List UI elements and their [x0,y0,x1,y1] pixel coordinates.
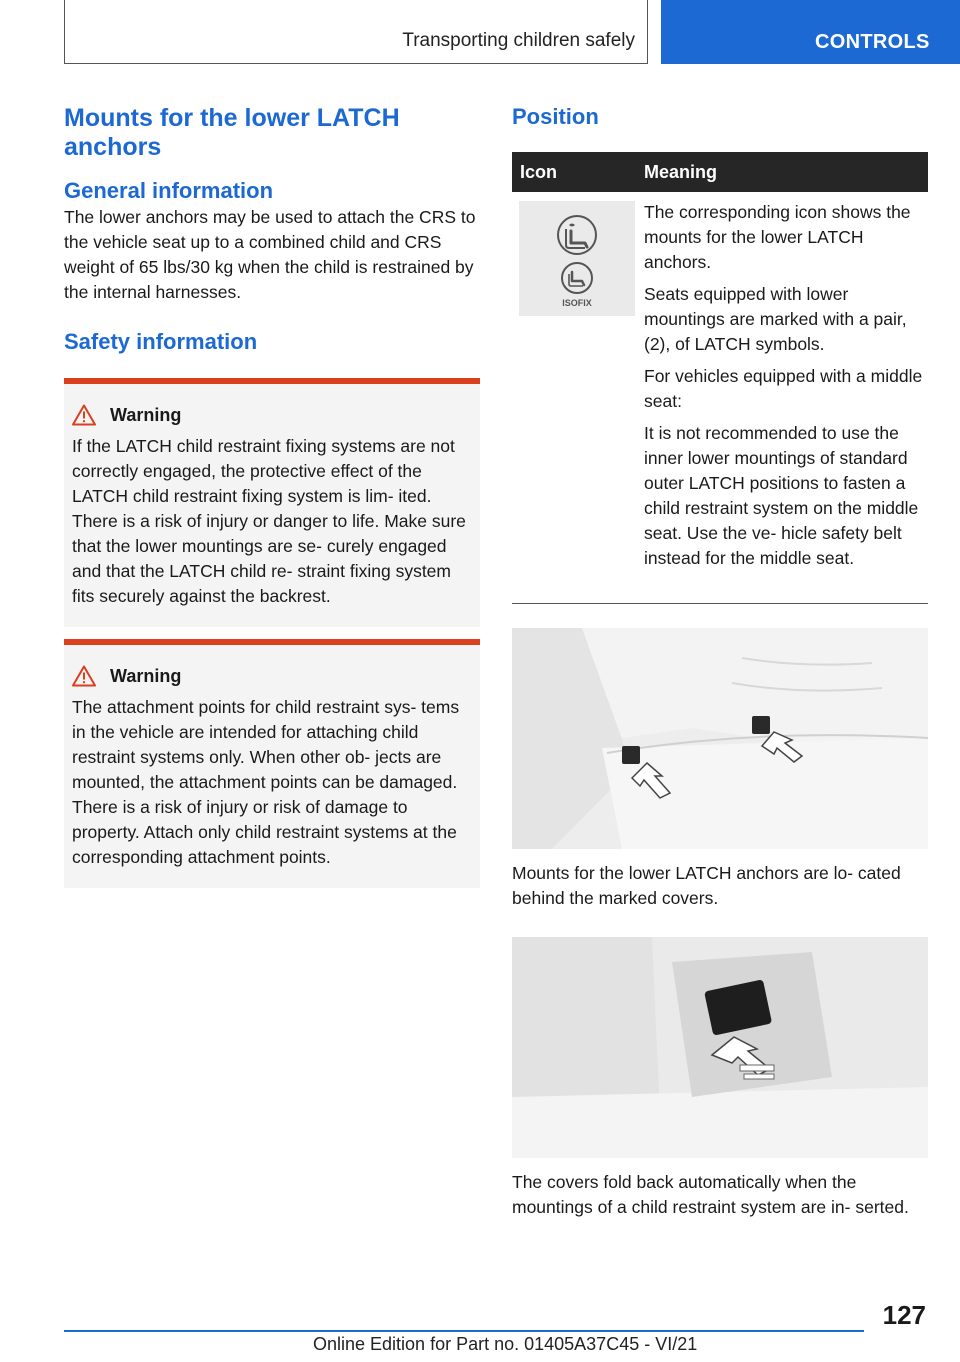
isofix-label: ISOFIX [562,298,592,308]
warning-text: The attachment points for child restraint sys‐ tems in the vehicle are intended for attaching child restraint systems only. When other ob‐ jects are mounted, the attachment points can be damaged. There is a risk of injury or risk of damage to property. Attach only child restraint systems at the corresponding attachment points. [72,697,460,867]
header-chapter-label: CONTROLS [815,31,930,53]
warning-title-row [72,665,472,687]
general-information-text: The lower anchors may be used to attach the CRS to the vehicle seat up to a combined child and CRS weight of 65 lbs/30 kg when the child is restrained by the internal harnesses. [64,207,476,302]
footer-divider [64,1330,864,1332]
rear-seat-covers-photo [512,628,928,849]
photo1-caption: Mounts for the lower LATCH anchors are lo‐ cated behind the marked covers. [512,863,901,908]
warning-text: If the LATCH child restraint fixing systems are not correctly engaged, the protective effect of the LATCH child restraint fixing system is lim‐ ited. There is a risk of injury or danger to life. Make sure that the lower mountings are se‐ curely engaged and that the LATCH child re‐ straint fixing system fits securely against the backrest. [72,436,466,606]
general-information-heading: General information [64,178,274,203]
meaning-paragraph: Seats equipped with lower mountings are marked with a pair, (2), of LATCH symbols. [644,284,907,354]
footer-edition: Online Edition for Part no. 01405A37C45 - VI/21 [313,1334,698,1354]
header-chapter-tab[interactable] [661,0,960,64]
meaning-paragraph: For vehicles equipped with a middle seat: [644,366,923,411]
warning-box-2 [64,639,480,888]
cover-closeup-photo [512,937,928,1158]
table-row [512,192,928,604]
page-title: Mounts for the lower LATCH anchors [64,104,400,161]
warning-title: Warning [110,405,182,425]
meaning-paragraph: It is not recommended to use the inner lower mountings of standard outer LATCH positions to fasten a child restraint system on the middle seat. Use the ve‐ hicle safety belt instead for the middle seat. [644,423,919,568]
child-seat-icon [519,201,635,316]
warning-triangle-icon [72,404,96,426]
table-header [512,152,928,192]
left-column [64,100,480,888]
table-header-meaning: Meaning [644,162,718,182]
warning-title-row [72,404,472,426]
photo2-caption: The covers fold back automatically when the mountings of a child restraint system are in‐ serted. [512,1172,909,1217]
safety-information-heading: Safety information [64,329,258,354]
latch-symbol-image [519,201,635,316]
right-column [512,100,928,604]
position-heading: Position [512,104,599,129]
warning-title: Warning [110,666,182,686]
warning-triangle-icon [72,665,96,687]
header-section-title: Transporting children safely [402,30,635,51]
meaning-paragraph: The corresponding icon shows the mounts for the lower LATCH anchors. [644,202,911,272]
table-header-icon: Icon [520,162,558,182]
page-number: 127 [882,1300,926,1330]
warning-box-1 [64,378,480,627]
meaning-cell [644,200,928,578]
header-section-box [64,0,648,64]
